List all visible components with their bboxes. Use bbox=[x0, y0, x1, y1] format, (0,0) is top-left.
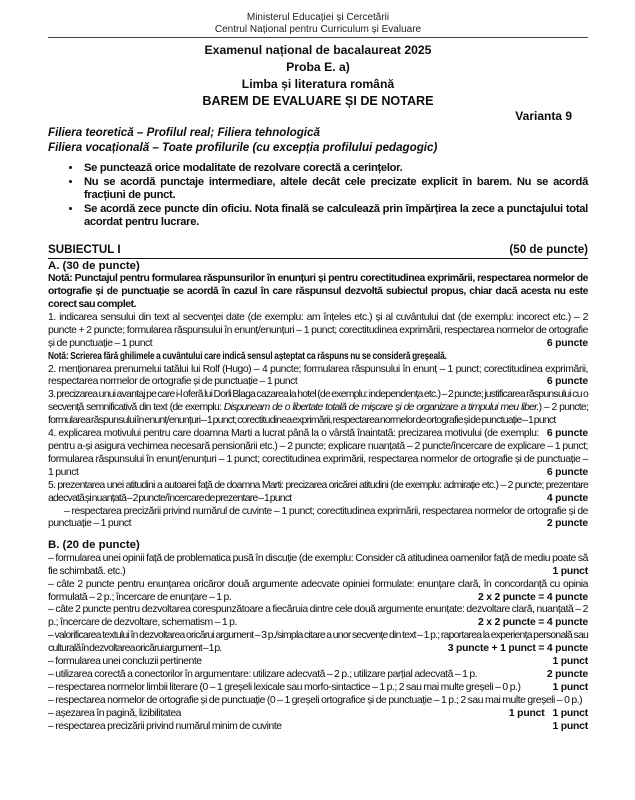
item-text: 3. precizarea unui avantaj pe care i-l oferă lui Dorli Blaga cazarea la hotel (de exemplu: independența etc.) – 2 puncte; justificarea răspunsului cu o secvență semnificativă din text (de exemplu: bbox=[48, 389, 588, 414]
item-score: 2 x 2 puncte = 4 puncte bbox=[477, 591, 588, 603]
item-score: 6 puncte bbox=[546, 428, 588, 440]
item-score: 6 puncte bbox=[546, 337, 588, 349]
item-score: 1 punct bbox=[552, 707, 588, 719]
item-text: 4. explicarea motivului pentru care doamna Marti a lucrat până la o vârstă înaintată: precizarea motivului (de exemplu: pentru a-și asigura vechimea necesară pensionării etc.) – 2 puncte; explicare nuanțată – 2 puncte/încercare de explicare – 1 punct; formularea răspunsului în enunț/enunțuri – 1 punct; corectitudinea exprimării, respectarea normelor de ortografie și de punctuație – 1 punct bbox=[48, 428, 588, 478]
filiera-line-2: Filiera vocațională – Toate profilurile (cu excepția profilului pedagogic) bbox=[48, 140, 438, 154]
rubric-item bbox=[48, 389, 589, 440]
item-score: 2 x 2 puncte = 4 puncte bbox=[477, 617, 588, 629]
item-score: 6 puncte bbox=[546, 466, 588, 478]
item-text: 2. menționarea prenumelui tatălui lui Rolf (Hugo) – 4 puncte; formularea răspunsului în enunț – 1 punct; corectitudinea exprimării, respectarea normelor de ortografie și de punctuație – 1 punct bbox=[48, 363, 588, 388]
rule-item: • Se acordă zece puncte din oficiu. Nota finală se calculează prin împărțirea la zece a punctajului total acordat pentru lucrare. bbox=[82, 203, 588, 230]
item-score: 3 puncte + 1 punct = 4 puncte bbox=[447, 643, 588, 655]
item-text: – respectarea normelor de ortografie și de punctuație (0 – 1 greșeli ortografice și de punctuație – 1 p.; 2 sau mai multe greșeli – 0 p.) bbox=[48, 694, 583, 706]
item-text: – valorificarea textului în dezvoltarea oricărui argument – 3 p./simpla citare a unor secvențe din text – 1 p.; raportarea la experiența personală sau culturală în dezvoltarea oricărui argument – 1 p. bbox=[48, 630, 588, 655]
exam-proba: Proba E. a) bbox=[286, 60, 350, 74]
section-b-heading: B. (20 de puncte) bbox=[48, 539, 140, 552]
rubric-item bbox=[48, 506, 588, 532]
header-divider bbox=[48, 37, 588, 38]
item-text: ) – 2 puncte; formularea răspunsului în enunț/enunțuri – 1 punct; corectitudinea exprimării, respectarea normelor de ortografie și de punctuație – 1 punct bbox=[48, 402, 589, 427]
ministry-line-1: Ministerul Educației și Cercetării bbox=[246, 12, 390, 23]
item-text: – respectarea precizării privind numărul de cuvinte – 1 punct; corectitudinea exprimării, respectarea normelor de ortografie și de punctuație – 1 punct bbox=[48, 505, 588, 530]
item-text: Notă: Scrierea fără ghilimele a cuvântului care indică sensul așteptat ca răspuns nu se consideră greșeală. bbox=[48, 350, 447, 362]
subject-label: SUBIECTUL I bbox=[48, 242, 121, 256]
item-text: – utilizarea corectă a conectorilor în argumentare: utilizare adecvată – 2 p.; utilizare parțial adecvată – 1 p. bbox=[48, 668, 478, 680]
ministry-header bbox=[48, 12, 588, 35]
variant-label: Varianta 9 bbox=[515, 109, 572, 123]
rubric-item bbox=[48, 480, 588, 506]
item-text: – formularea unei concluzii pertinente bbox=[48, 656, 202, 668]
item-score: 4 puncte bbox=[546, 492, 588, 504]
item-score: 2 puncte bbox=[546, 668, 588, 680]
item-text: – formularea unei opinii față de problematica pusă în discuție (de exemplu: Consider că atitudinea oamenilor față de mediu poate să fie schimbată. etc.) bbox=[48, 552, 588, 577]
rubric-item bbox=[48, 630, 588, 656]
item-text: – așezarea în pagină, lizibilitatea bbox=[48, 707, 182, 719]
item-score: 1 punct bbox=[552, 681, 588, 693]
subject-heading-row bbox=[48, 243, 588, 259]
note-paragraph bbox=[48, 273, 588, 312]
rubric-item bbox=[48, 656, 588, 669]
condensed-line bbox=[48, 351, 447, 364]
ministry-line-2: Centrul Național pentru Curriculum și Evaluare bbox=[214, 23, 422, 35]
item-text: – respectarea normelor limbii literare (0 – 1 greșeli lexicale sau morfo-sintactice – 1 p.; 2 sau mai multe greșeli – 0 p.) bbox=[48, 681, 521, 693]
item-score: 1 punct bbox=[552, 656, 588, 668]
quoted-example-text: Dispuneam de o libertate totală de mișcare și de organizare a timpului meu liber. bbox=[223, 402, 539, 414]
exam-subject: Limba și literatura română bbox=[241, 77, 395, 91]
section-a-heading: A. (30 de puncte) bbox=[48, 259, 140, 272]
rubric-item bbox=[48, 708, 588, 721]
filiera-line-1: Filiera teoretică – Profilul real; Filiera tehnologică bbox=[48, 126, 320, 139]
filiera-block bbox=[48, 126, 588, 155]
rubric-item bbox=[48, 428, 588, 480]
rubric-item bbox=[48, 579, 588, 605]
rubric-item bbox=[48, 553, 588, 579]
item-score: 1 punct bbox=[552, 565, 588, 577]
rubric-item bbox=[48, 604, 588, 630]
item-score: 1 punct bbox=[552, 720, 588, 732]
item-score: 2 puncte bbox=[546, 518, 588, 530]
note-paragraph bbox=[48, 351, 588, 364]
item-text: 1. indicarea sensului din text al secvenței date (de exemplu: am înțeles etc.) și al cuvântului dat (de exemplu: incorect etc.) – 2 puncte + 2 puncte; formularea răspunsului în enunț/enunțuri – 1 punct; corectitudinea exprimării, respectarea normelor de ortografie și de punctuație – 1 punct bbox=[48, 311, 588, 349]
rubric-item bbox=[48, 364, 588, 390]
item-score: 6 puncte bbox=[546, 376, 588, 388]
section-a-body bbox=[48, 273, 588, 531]
rubric-item bbox=[48, 721, 588, 734]
rubric-item bbox=[48, 669, 588, 682]
item-score: 1 punct bbox=[508, 707, 545, 719]
general-rules-list bbox=[48, 162, 588, 230]
item-text: Notă: Punctajul pentru formularea răspunsurilor în enunțuri și pentru corectitudinea exprimării, respectarea normelor de ortografie și de punctuație se acordă în cazul în care răspunsul dezvoltă subiectul propus, chiar dacă acesta nu este corect sau complet. bbox=[48, 273, 588, 310]
rule-item: • Nu se acordă punctaje intermediare, altele decât cele precizate explicit în barem. Nu se acordă fracțiuni de punct. bbox=[82, 176, 588, 203]
item-text: – câte 2 puncte pentru dezvoltarea corespunzătoare a fiecăruia dintre cele două argumente enunțate: dezvoltare clară, nuanțată – 2 p.; încercare de dezvoltare, schematism – 1 p. bbox=[48, 604, 588, 629]
item-text: – respectarea precizării privind numărul minim de cuvinte bbox=[48, 720, 282, 732]
item-text: – câte 2 puncte pentru enunțarea oricăror două argumente adecvate opiniei formulate: enunțare clară, în concordanță cu opinia formulată – 2 p.; încercare de enunțare – 1 p. bbox=[48, 578, 588, 603]
rubric-item bbox=[48, 312, 588, 351]
barem-title: BAREM DE EVALUARE ȘI DE NOTARE bbox=[202, 94, 434, 108]
rubric-item bbox=[48, 682, 588, 695]
section-b-body bbox=[48, 553, 588, 734]
item-text: 5. prezentarea unei atitudini a autoarei față de doamna Marti: precizarea oricărei atitudini (de exemplu: admirație etc.) – 2 puncte; prezentare adecvată și nuanțată – 2 puncte/încercare de prezentare – 1 punct bbox=[48, 479, 588, 504]
exam-title-block bbox=[48, 42, 588, 110]
rule-item: • Se punctează orice modalitate de rezolvare corectă a cerințelor. bbox=[82, 162, 588, 176]
subject-points: (50 de puncte) bbox=[509, 242, 588, 256]
exam-name: Examenul național de bacalaureat 2025 bbox=[204, 43, 432, 57]
